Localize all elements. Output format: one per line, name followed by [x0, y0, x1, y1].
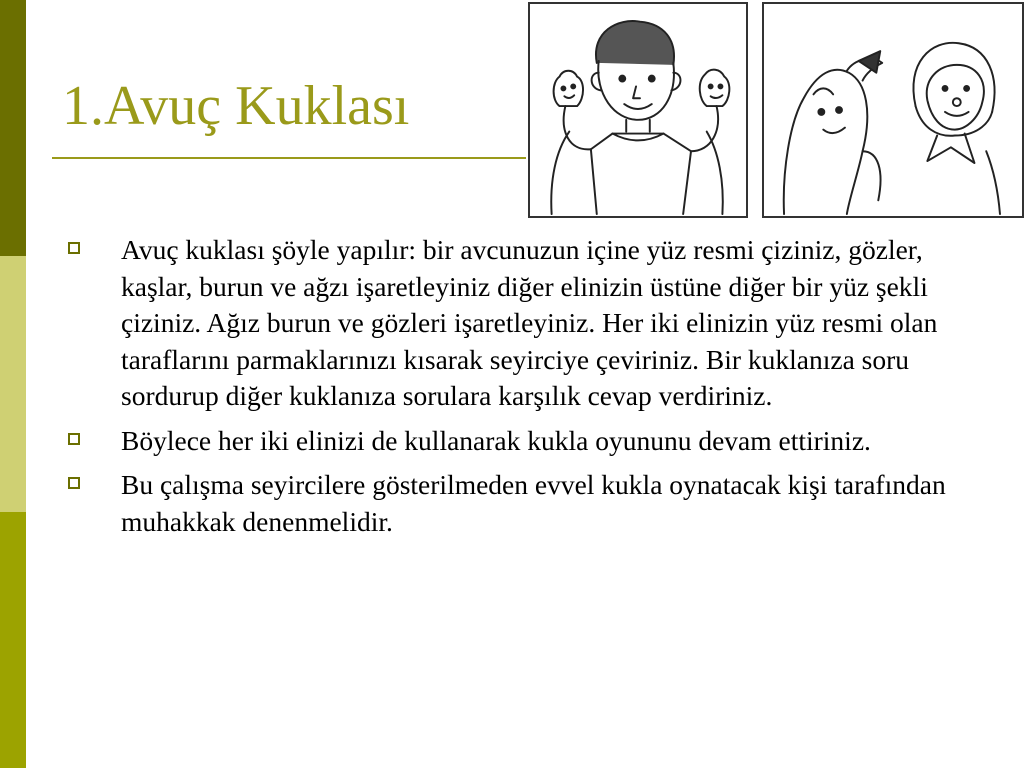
- side-bar-middle: [0, 256, 26, 512]
- square-bullet-icon: [68, 242, 80, 254]
- bullet-text: Bu çalışma seyircilere gösterilmeden evvel kukla oynatacak kişi tarafından muhakkak denenmelidir.: [121, 469, 946, 537]
- slide-title: 1.Avuç Kuklası: [62, 75, 410, 137]
- bullet-text: Avuç kuklası şöyle yapılır: bir avcunuzun içine yüz resmi çiziniz, gözler, kaşlar, burun ve ağzı işaretleyiniz diğer elinizin üstüne diğer bir yüz şekli çiziniz. Ağız burun ve gözleri işaretleyiniz. Her iki elinizin yüz resmi olan taraflarını parmaklarınızı kısarak seyirciye çeviriniz. Bir kuklanıza soru sordurup diğer kuklanıza sorulara karşılık cevap verdiriniz.: [121, 234, 938, 411]
- finger-puppets-illustration: [762, 2, 1024, 218]
- side-bar-top: [0, 0, 26, 256]
- side-bar-bottom: [0, 512, 26, 768]
- square-bullet-icon: [68, 433, 80, 445]
- bullet-text: Böylece her iki elinizi de kullanarak kukla oyununu devam ettiriniz.: [121, 424, 871, 456]
- boy-drawing-icon: [530, 4, 746, 216]
- title-underline: [52, 157, 526, 159]
- boy-with-hand-puppets-illustration: [528, 2, 748, 218]
- puppets-drawing-icon: [764, 4, 1022, 216]
- square-bullet-icon: [68, 477, 80, 489]
- bullet-item: [64, 423, 954, 460]
- bullet-list: [64, 232, 954, 548]
- bullet-item: [64, 232, 954, 415]
- bullet-item: [64, 467, 954, 540]
